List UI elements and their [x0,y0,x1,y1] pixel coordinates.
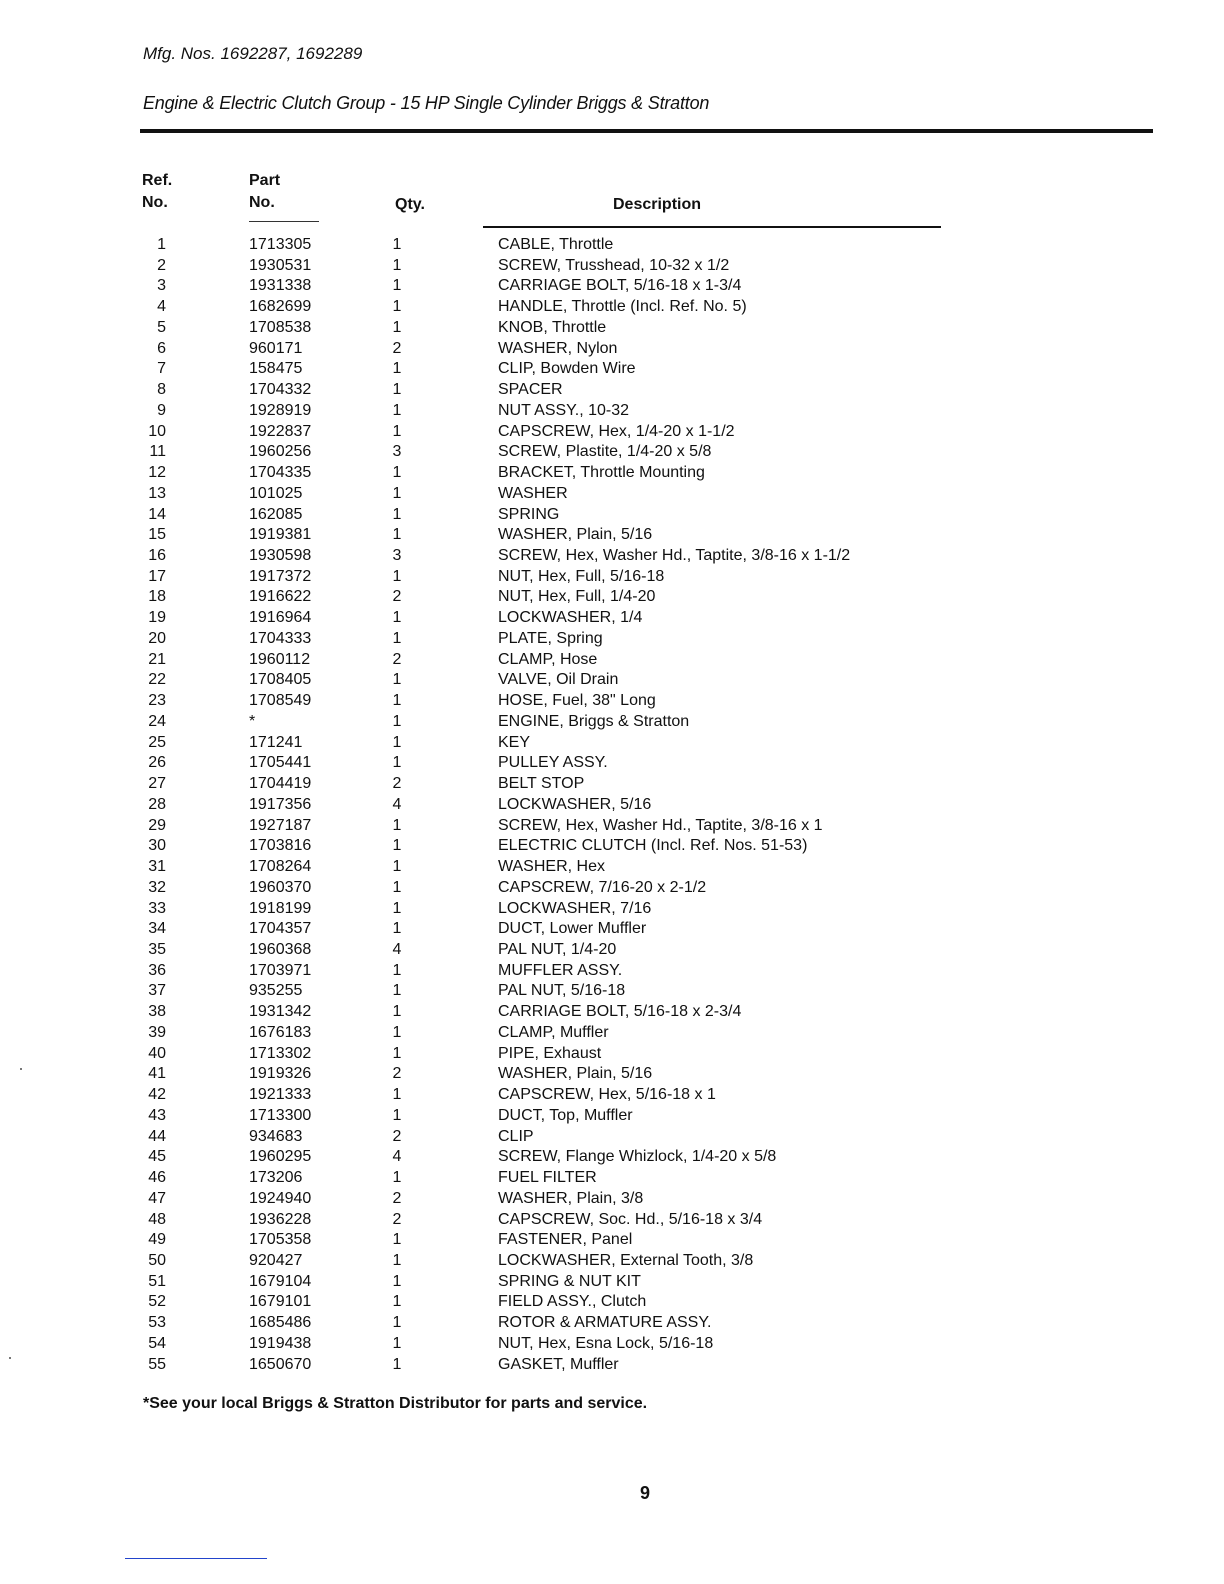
part-quantity: 1 [392,526,402,544]
header-part [249,170,280,214]
part-ref-number: 40 [148,1044,166,1062]
page-number: 9 [639,1483,650,1503]
part-row [0,608,1224,629]
part-description: CAPSCREW, Soc. Hd., 5/16-18 x 3/4 [498,1210,763,1228]
part-ref-number: 14 [148,505,166,523]
part-description: FASTENER, Panel [498,1231,633,1249]
header-ref-line2: No. [142,194,168,211]
part-description: NUT, Hex, Full, 1/4-20 [498,588,656,606]
part-number: 1703816 [249,837,312,855]
part-ref-number: 27 [148,775,166,793]
part-ref-number: 6 [157,339,166,357]
part-ref-number: 52 [148,1293,166,1311]
part-quantity: 1 [392,1272,402,1290]
part-quantity: 1 [392,733,402,751]
part-row [0,1210,1224,1231]
part-description: BRACKET, Throttle Mounting [498,464,705,482]
part-description: CAPSCREW, Hex, 5/16-18 x 1 [498,1086,716,1104]
part-description: ROTOR & ARMATURE ASSY. [498,1314,712,1332]
part-row [0,525,1224,546]
part-number: 1960256 [249,443,312,461]
part-description: FIELD ASSY., Clutch [498,1293,647,1311]
part-row [0,1251,1224,1272]
part-quantity: 1 [392,671,402,689]
part-number: 1917372 [249,567,312,585]
part-quantity: 1 [392,505,402,523]
part-row [0,1085,1224,1106]
part-ref-number: 11 [149,443,166,461]
part-ref-number: 55 [148,1355,166,1373]
part-number: 1928919 [249,401,312,419]
part-number: 1708549 [249,692,312,710]
part-ref-number: 44 [148,1127,166,1145]
part-ref-number: 22 [148,671,166,689]
part-description: LOCKWASHER, 1/4 [498,609,643,627]
part-number: 960171 [249,339,303,357]
part-number: 1927187 [249,816,312,834]
part-description: PAL NUT, 5/16-18 [498,982,626,1000]
part-row [0,1334,1224,1355]
part-quantity: 1 [392,422,402,440]
part-ref-number: 53 [148,1314,166,1332]
part-quantity: 3 [392,443,402,461]
part-row [0,567,1224,588]
header-ref-line1: Ref. [142,172,173,189]
part-row [0,733,1224,754]
part-ref-number: 18 [148,588,166,606]
part-description: SCREW, Plastite, 1/4-20 x 5/8 [498,443,712,461]
part-description: CAPSCREW, Hex, 1/4-20 x 1-1/2 [498,422,735,440]
part-quantity: 1 [392,484,402,502]
part-description: GASKET, Muffler [498,1355,619,1373]
part-row [0,1127,1224,1148]
part-description: LOCKWASHER, 7/16 [498,899,652,917]
part-quantity: 1 [392,1334,402,1352]
part-ref-number: 16 [148,547,166,565]
part-row [0,774,1224,795]
part-quantity: 2 [392,775,402,793]
part-description: CAPSCREW, 7/16-20 x 2-1/2 [498,878,707,896]
part-ref-number: 4 [157,298,166,316]
part-quantity: 2 [392,1065,402,1083]
part-row [0,878,1224,899]
part-quantity: 4 [392,1148,402,1166]
part-row [0,857,1224,878]
header-description-rule [483,226,941,228]
part-quantity: 1 [392,1106,402,1124]
part-number: 1679104 [249,1272,312,1290]
part-row [0,1355,1224,1376]
part-ref-number: 32 [148,878,166,896]
part-description: NUT, Hex, Full, 5/16-18 [498,567,665,585]
parts-list [0,235,1224,1375]
part-number: 1919326 [249,1065,312,1083]
part-ref-number: 8 [157,381,166,399]
part-description: SPRING & NUT KIT [498,1272,641,1290]
part-ref-number: 47 [148,1189,166,1207]
part-row [0,1292,1224,1313]
part-ref-number: 1 [157,236,166,253]
part-number: 1704332 [249,381,312,399]
part-description: SCREW, Trusshead, 10-32 x 1/2 [498,256,730,274]
part-number: 1713305 [249,236,312,253]
part-description: PAL NUT, 1/4-20 [498,940,617,958]
part-number: 1708405 [249,671,312,689]
part-description: CABLE, Throttle [498,236,614,253]
part-row [0,484,1224,505]
part-number: 1704335 [249,464,312,482]
part-quantity: 1 [392,754,402,772]
part-ref-number: 45 [148,1148,166,1166]
part-quantity: 1 [392,629,402,647]
part-description: NUT, Hex, Esna Lock, 5/16-18 [498,1334,714,1352]
part-number: 1918199 [249,899,312,917]
part-ref-number: 17 [148,567,166,585]
part-quantity: 2 [392,1210,402,1228]
part-number: 935255 [249,982,303,1000]
part-quantity: 1 [392,816,402,834]
part-quantity: 1 [392,692,402,710]
part-ref-number: 3 [157,277,166,295]
part-number: 162085 [249,505,303,523]
part-description: HOSE, Fuel, 38" Long [498,692,656,710]
part-description: ELECTRIC CLUTCH (Incl. Ref. Nos. 51-53) [498,837,808,855]
part-ref-number: 35 [148,940,166,958]
part-row [0,629,1224,650]
part-quantity: 1 [392,1169,402,1187]
part-row [0,401,1224,422]
part-row [0,256,1224,277]
part-ref-number: 26 [148,754,166,772]
part-quantity: 2 [392,588,402,606]
part-description: SCREW, Flange Whizlock, 1/4-20 x 5/8 [498,1148,777,1166]
part-number: 1713300 [249,1106,312,1124]
part-number: 173206 [249,1169,303,1187]
part-quantity: 1 [392,298,402,316]
part-row [0,919,1224,940]
part-row [0,899,1224,920]
header-description: Description [613,196,702,213]
top-rule [140,129,1153,133]
part-quantity: 2 [392,339,402,357]
part-ref-number: 42 [148,1086,166,1104]
part-description: SPRING [498,505,560,523]
part-row [0,1044,1224,1065]
part-quantity: 4 [392,940,402,958]
part-ref-number: 2 [157,256,166,274]
part-ref-number: 38 [148,1003,166,1021]
part-description: FUEL FILTER [498,1169,597,1187]
part-description: PIPE, Exhaust [498,1044,602,1062]
part-number: * [249,712,256,730]
part-number: 1931342 [249,1003,312,1021]
part-quantity: 1 [392,1231,402,1249]
part-description: ENGINE, Briggs & Stratton [498,712,690,730]
part-description: DUCT, Lower Muffler [498,920,647,938]
part-quantity: 1 [392,1003,402,1021]
part-row [0,587,1224,608]
part-row [0,795,1224,816]
part-quantity: 1 [392,1314,402,1332]
part-ref-number: 34 [148,920,166,938]
part-quantity: 1 [392,1251,402,1269]
part-row [0,1230,1224,1251]
part-quantity: 1 [392,381,402,399]
part-row [0,442,1224,463]
part-quantity: 1 [392,256,402,274]
header-qty: Qty. [395,196,425,213]
part-quantity: 1 [392,712,402,730]
part-row [0,940,1224,961]
header-ref [142,170,172,214]
part-description: HANDLE, Throttle (Incl. Ref. No. 5) [498,298,747,316]
part-row [0,753,1224,774]
part-quantity: 1 [392,1023,402,1041]
part-ref-number: 49 [148,1231,166,1249]
part-ref-number: 13 [148,484,166,502]
part-row [0,1064,1224,1085]
part-ref-number: 10 [148,422,166,440]
part-number: 158475 [249,360,303,378]
scan-speck [20,1068,22,1070]
part-quantity: 1 [392,982,402,1000]
part-row [0,1168,1224,1189]
part-description: SCREW, Hex, Washer Hd., Taptite, 3/8-16 x 1 [498,816,823,834]
part-description: WASHER, Nylon [498,339,618,357]
part-description: CLAMP, Hose [498,650,598,668]
part-ref-number: 51 [148,1272,166,1290]
part-description: CLAMP, Muffler [498,1023,609,1041]
part-description: BELT STOP [498,775,585,793]
header-part-line1: Part [249,172,281,189]
scan-speck [9,1357,11,1359]
part-number: 1930598 [249,547,312,565]
part-number: 1919438 [249,1334,312,1352]
part-description: NUT ASSY., 10-32 [498,401,630,419]
part-number: 1708264 [249,858,312,876]
part-description: VALVE, Oil Drain [498,671,619,689]
part-row [0,1023,1224,1044]
part-quantity: 1 [392,858,402,876]
part-ref-number: 54 [148,1334,166,1352]
part-row [0,505,1224,526]
part-quantity: 1 [392,1044,402,1062]
part-number: 1708538 [249,318,312,336]
part-quantity: 1 [392,920,402,938]
part-description: CARRIAGE BOLT, 5/16-18 x 2-3/4 [498,1003,742,1021]
part-ref-number: 9 [157,401,166,419]
part-description: WASHER, Plain, 3/8 [498,1189,644,1207]
part-number: 920427 [249,1251,303,1269]
part-number: 1705358 [249,1231,312,1249]
part-row [0,1313,1224,1334]
part-quantity: 1 [392,1293,402,1311]
part-description: SPACER [498,381,563,399]
part-number: 1916622 [249,588,312,606]
part-ref-number: 48 [148,1210,166,1228]
header-part-line2: No. [249,194,275,211]
part-quantity: 1 [392,899,402,917]
part-number: 1705441 [249,754,312,772]
part-description: KEY [498,733,531,751]
part-quantity: 1 [392,1086,402,1104]
part-quantity: 1 [392,878,402,896]
part-row [0,463,1224,484]
part-number: 1704357 [249,920,312,938]
part-row [0,422,1224,443]
part-number: 171241 [249,733,303,751]
part-ref-number: 20 [148,629,166,647]
part-row [0,816,1224,837]
part-description: PULLEY ASSY. [498,754,608,772]
part-number: 1960295 [249,1148,312,1166]
part-quantity: 1 [392,236,402,253]
part-number: 1703971 [249,961,312,979]
part-row [0,235,1224,256]
part-row [0,1147,1224,1168]
part-quantity: 1 [392,360,402,378]
part-ref-number: 7 [157,360,166,378]
part-row [0,297,1224,318]
part-number: 1924940 [249,1189,312,1207]
part-ref-number: 24 [148,712,166,730]
part-number: 1919381 [249,526,312,544]
part-description: LOCKWASHER, 5/16 [498,795,652,813]
part-description: SCREW, Hex, Washer Hd., Taptite, 3/8-16 x 1-1/2 [498,547,851,565]
part-ref-number: 36 [148,961,166,979]
part-ref-number: 5 [157,318,166,336]
part-number: 1921333 [249,1086,312,1104]
part-description: CARRIAGE BOLT, 5/16-18 x 1-3/4 [498,277,742,295]
part-ref-number: 39 [148,1023,166,1041]
part-number: 1676183 [249,1023,312,1041]
part-row [0,691,1224,712]
part-quantity: 1 [392,609,402,627]
part-quantity: 2 [392,650,402,668]
part-description: WASHER, Plain, 5/16 [498,1065,653,1083]
part-ref-number: 33 [148,899,166,917]
part-number: 1916964 [249,609,312,627]
part-quantity: 2 [392,1189,402,1207]
part-ref-number: 46 [148,1169,166,1187]
part-number: 101025 [249,484,303,502]
part-quantity: 2 [392,1127,402,1145]
part-row [0,961,1224,982]
part-ref-number: 30 [148,837,166,855]
part-number: 1685486 [249,1314,312,1332]
part-ref-number: 12 [148,464,166,482]
part-quantity: 1 [392,464,402,482]
part-ref-number: 15 [148,526,166,544]
part-quantity: 3 [392,547,402,565]
part-row [0,380,1224,401]
part-quantity: 1 [392,277,402,295]
header-part-rule [249,221,319,222]
part-number: 1713302 [249,1044,312,1062]
part-quantity: 1 [392,837,402,855]
part-number: 1930531 [249,256,312,274]
mfg-numbers: Mfg. Nos. 1692287, 1692289 [143,44,363,63]
part-quantity: 1 [392,318,402,336]
part-description: WASHER, Hex [498,858,605,876]
part-quantity: 1 [392,401,402,419]
part-description: LOCKWASHER, External Tooth, 3/8 [498,1251,754,1269]
part-ref-number: 31 [148,858,166,876]
part-description: CLIP [498,1127,534,1145]
link-underline [125,1558,267,1559]
part-row [0,318,1224,339]
part-number: 1960368 [249,940,312,958]
part-description: WASHER, Plain, 5/16 [498,526,653,544]
part-quantity: 1 [392,961,402,979]
part-ref-number: 41 [148,1065,166,1083]
part-number: 1682699 [249,298,312,316]
part-row [0,650,1224,671]
part-number: 1650670 [249,1355,312,1373]
part-number: 1922837 [249,422,312,440]
part-number: 1936228 [249,1210,312,1228]
part-number: 1679101 [249,1293,312,1311]
part-number: 934683 [249,1127,303,1145]
part-quantity: 1 [392,567,402,585]
part-number: 1704419 [249,775,312,793]
part-row [0,712,1224,733]
part-row [0,359,1224,380]
part-row [0,1272,1224,1293]
part-row [0,339,1224,360]
part-row [0,1002,1224,1023]
part-row [0,1106,1224,1127]
part-ref-number: 28 [148,795,166,813]
part-description: KNOB, Throttle [498,318,607,336]
part-row [0,276,1224,297]
part-number: 1704333 [249,629,312,647]
part-row [0,981,1224,1002]
part-ref-number: 29 [148,816,166,834]
part-row [0,670,1224,691]
part-number: 1931338 [249,277,312,295]
part-description: CLIP, Bowden Wire [498,360,636,378]
part-number: 1960112 [249,650,311,668]
part-description: MUFFLER ASSY. [498,961,623,979]
footnote: *See your local Briggs & Stratton Distributor for parts and service. [143,1395,648,1412]
part-ref-number: 37 [148,982,166,1000]
part-ref-number: 50 [148,1251,166,1269]
part-description: DUCT, Top, Muffler [498,1106,633,1124]
part-ref-number: 25 [148,733,166,751]
part-quantity: 1 [392,1355,402,1373]
part-ref-number: 43 [148,1106,166,1124]
part-description: PLATE, Spring [498,629,603,647]
part-ref-number: 23 [148,692,166,710]
part-ref-number: 21 [148,650,166,668]
part-description: WASHER [498,484,568,502]
part-number: 1917356 [249,795,312,813]
part-row [0,836,1224,857]
part-row [0,1189,1224,1210]
part-number: 1960370 [249,878,312,896]
group-title: Engine & Electric Clutch Group - 15 HP Single Cylinder Briggs & Stratton [143,93,710,113]
part-quantity: 4 [392,795,402,813]
part-row [0,546,1224,567]
part-ref-number: 19 [148,609,166,627]
